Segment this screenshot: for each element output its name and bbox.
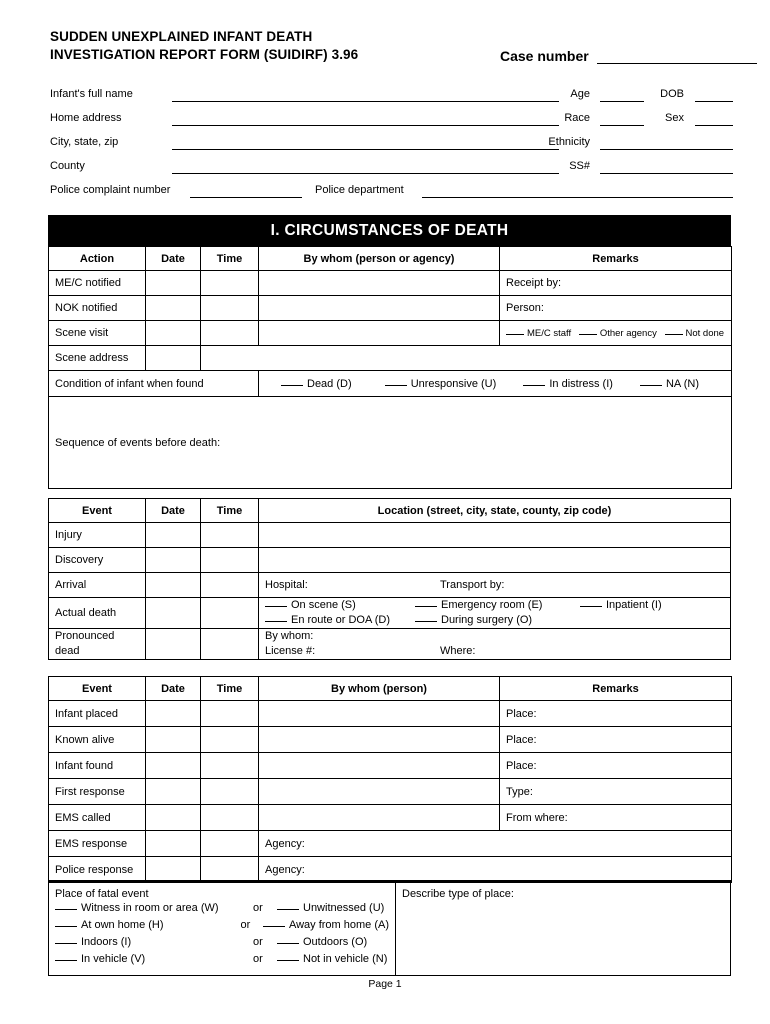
option-label-unresponsive: Unresponsive (U) bbox=[410, 377, 497, 390]
option-during-surgery bbox=[415, 613, 580, 628]
table-row-ems-response bbox=[49, 831, 732, 857]
row-label-actual-death: Actual death bbox=[49, 598, 146, 629]
cell-remarks-place[interactable]: Place: bbox=[500, 727, 732, 753]
option-label-at-own-home: At own home (H) bbox=[81, 919, 164, 931]
checkbox-blank-during-surgery[interactable] bbox=[415, 621, 437, 622]
cell-remarks-from-where[interactable]: From where: bbox=[500, 805, 732, 831]
race-input[interactable] bbox=[600, 125, 644, 126]
county-label: County bbox=[50, 160, 85, 172]
cell-time[interactable] bbox=[201, 779, 259, 805]
cell-time[interactable] bbox=[201, 321, 259, 346]
place-row bbox=[49, 881, 731, 976]
table-row-pronounced-dead bbox=[49, 629, 731, 660]
table-row-actual-death bbox=[49, 598, 731, 629]
row-label-condition-of-infant: Condition of infant when found bbox=[49, 371, 259, 397]
option-in-vehicle bbox=[55, 951, 253, 968]
form-title-line1: SUDDEN UNEXPLAINED INFANT DEATH bbox=[50, 29, 313, 44]
cell-remarks-place[interactable]: Place: bbox=[500, 701, 732, 727]
option-label-emergency-room: Emergency room (E) bbox=[441, 599, 543, 611]
checkbox-blank-na[interactable] bbox=[640, 385, 662, 386]
checkbox-blank-unwitnessed[interactable] bbox=[277, 909, 299, 910]
col-header-by-whom-person: By whom (person) bbox=[259, 677, 500, 701]
row-label-known-alive: Known alive bbox=[49, 727, 146, 753]
cell-date[interactable] bbox=[146, 857, 201, 883]
county-input[interactable] bbox=[172, 173, 559, 174]
row-label-arrival: Arrival bbox=[49, 573, 146, 598]
ssn-input[interactable] bbox=[600, 173, 733, 174]
cell-condition-options bbox=[259, 371, 732, 397]
option-label-witness-in-room: Witness in room or area (W) bbox=[81, 902, 219, 914]
cell-actual-death-options bbox=[259, 598, 731, 629]
or-separator: or bbox=[253, 902, 263, 914]
col-header-time: Time bbox=[201, 677, 259, 701]
table-row-arrival bbox=[49, 573, 731, 598]
row-label-infant-found: Infant found bbox=[49, 753, 146, 779]
case-number-input[interactable] bbox=[597, 49, 757, 64]
place-options-cell bbox=[49, 881, 396, 976]
pronounced-dead-label-line1: Pronounced bbox=[55, 630, 115, 642]
license-number-field[interactable]: License #: bbox=[265, 645, 316, 657]
cell-time[interactable] bbox=[201, 296, 259, 321]
col-header-event: Event bbox=[49, 677, 146, 701]
transport-by-label[interactable]: Transport by: bbox=[440, 579, 505, 591]
actual-death-options-row2 bbox=[265, 613, 730, 628]
option-label-not-done: Not done bbox=[685, 327, 725, 339]
table-header-row bbox=[49, 677, 732, 701]
option-away-from-home bbox=[263, 917, 389, 934]
demographics-block bbox=[50, 86, 733, 206]
sex-label: Sex bbox=[665, 112, 684, 124]
col-header-event: Event bbox=[49, 499, 146, 523]
checkbox-blank-dead[interactable] bbox=[281, 385, 303, 386]
option-on-scene bbox=[265, 598, 415, 613]
form-header bbox=[50, 28, 730, 64]
pronounced-dead-label-line2: dead bbox=[55, 645, 80, 657]
city-state-zip-label: City, state, zip bbox=[50, 136, 119, 148]
cell-scene-visit-options bbox=[500, 321, 732, 346]
table-header-row bbox=[49, 499, 731, 523]
row-label-nok-notified: NOK notified bbox=[49, 296, 146, 321]
checkbox-blank-not-in-vehicle[interactable] bbox=[277, 960, 299, 961]
option-unwitnessed bbox=[277, 900, 384, 917]
police-complaint-label: Police complaint number bbox=[50, 184, 171, 196]
checkbox-blank-on-scene[interactable] bbox=[265, 606, 287, 607]
case-number-group bbox=[500, 48, 757, 64]
describe-type-of-place-field[interactable]: Describe type of place: bbox=[396, 881, 731, 976]
place-option-pair bbox=[55, 917, 389, 934]
option-label-on-scene: On scene (S) bbox=[291, 599, 356, 611]
place-of-fatal-event-block bbox=[48, 880, 731, 976]
option-label-other-agency: Other agency bbox=[599, 327, 657, 339]
checkbox-blank-away-from-home[interactable] bbox=[263, 926, 285, 927]
cell-date[interactable] bbox=[146, 271, 201, 296]
row-label-discovery: Discovery bbox=[49, 548, 146, 573]
table-row bbox=[49, 779, 732, 805]
cell-date[interactable] bbox=[146, 701, 201, 727]
age-input[interactable] bbox=[600, 101, 644, 102]
row-label-first-response: First response bbox=[49, 779, 146, 805]
home-address-input[interactable] bbox=[172, 125, 559, 126]
cell-date[interactable] bbox=[146, 523, 201, 548]
actual-death-options-row1 bbox=[265, 598, 730, 613]
city-state-zip-input[interactable] bbox=[172, 149, 559, 150]
table-row-scene-visit bbox=[49, 321, 732, 346]
where-field[interactable]: Where: bbox=[440, 645, 476, 657]
checkbox-blank-outdoors[interactable] bbox=[277, 943, 299, 944]
cell-time[interactable] bbox=[201, 831, 259, 857]
cell-date[interactable] bbox=[146, 753, 201, 779]
option-label-na: NA (N) bbox=[665, 377, 699, 390]
row-label-ems-response: EMS response bbox=[49, 831, 146, 857]
police-department-label: Police department bbox=[315, 184, 404, 196]
demographics-row bbox=[50, 158, 733, 182]
or-separator: or bbox=[240, 919, 251, 931]
checkbox-blank-emergency-room[interactable] bbox=[415, 606, 437, 607]
case-number-label: Case number bbox=[500, 48, 589, 64]
demographics-row bbox=[50, 86, 733, 110]
col-header-remarks: Remarks bbox=[500, 677, 732, 701]
cell-remarks-person[interactable]: Person: bbox=[500, 296, 732, 321]
cell-remarks-type[interactable]: Type: bbox=[500, 779, 732, 805]
option-witness-in-room bbox=[55, 900, 253, 917]
checkbox-blank-in-distress[interactable] bbox=[523, 385, 545, 386]
cell-time[interactable] bbox=[201, 727, 259, 753]
cell-date[interactable] bbox=[146, 727, 201, 753]
cell-time[interactable] bbox=[201, 548, 259, 573]
ethnicity-label: Ethnicity bbox=[548, 136, 590, 148]
col-header-location: Location (street, city, state, county, zip code) bbox=[259, 499, 731, 523]
cell-date[interactable] bbox=[146, 321, 201, 346]
cell-time[interactable] bbox=[201, 523, 259, 548]
option-label-dead: Dead (D) bbox=[307, 377, 352, 390]
checkbox-blank-witness-in-room[interactable] bbox=[55, 909, 77, 910]
cell-arrival-details bbox=[259, 573, 731, 598]
cell-by-whom[interactable] bbox=[259, 271, 500, 296]
table-header-row bbox=[49, 247, 732, 271]
col-header-time: Time bbox=[201, 499, 259, 523]
dob-label: DOB bbox=[660, 88, 684, 100]
row-label-scene-address: Scene address bbox=[49, 346, 146, 371]
col-header-by-whom: By whom (person or agency) bbox=[259, 247, 500, 271]
checkbox-blank-not-done[interactable] bbox=[665, 334, 683, 335]
place-option-pair bbox=[55, 934, 389, 951]
option-label-en-route-doa: En route or DOA (D) bbox=[291, 614, 391, 626]
row-label-infant-placed: Infant placed bbox=[49, 701, 146, 727]
table-circumstances-actions bbox=[48, 246, 732, 489]
row-label-police-response: Police response bbox=[49, 857, 146, 883]
cell-location[interactable] bbox=[259, 523, 731, 548]
checkbox-blank-other-agency[interactable] bbox=[579, 334, 597, 335]
table-row bbox=[49, 805, 732, 831]
demographics-row bbox=[50, 134, 733, 158]
cell-date[interactable] bbox=[146, 573, 201, 598]
option-label-inpatient: Inpatient (I) bbox=[606, 599, 662, 611]
table-row bbox=[49, 271, 732, 296]
row-label-scene-visit: Scene visit bbox=[49, 321, 146, 346]
place-option-pair bbox=[55, 951, 389, 968]
cell-location[interactable] bbox=[259, 548, 731, 573]
checkbox-blank-unresponsive[interactable] bbox=[385, 385, 407, 386]
option-label-indoors: Indoors (I) bbox=[81, 936, 132, 948]
section-title-circumstances-of-death: I. CIRCUMSTANCES OF DEATH bbox=[48, 215, 731, 246]
cell-date[interactable] bbox=[146, 598, 201, 629]
option-label-outdoors: Outdoors (O) bbox=[303, 936, 368, 948]
cell-time[interactable] bbox=[201, 805, 259, 831]
cell-time[interactable] bbox=[201, 753, 259, 779]
table-events-location bbox=[48, 498, 731, 660]
cell-by-whom[interactable] bbox=[259, 727, 500, 753]
table-row-scene-address bbox=[49, 346, 732, 371]
cell-ems-agency[interactable]: Agency: bbox=[259, 831, 732, 857]
option-en-route-doa bbox=[265, 613, 415, 628]
cell-scene-address-value[interactable] bbox=[201, 346, 732, 371]
cell-police-agency[interactable]: Agency: bbox=[259, 857, 732, 883]
cell-by-whom[interactable] bbox=[259, 753, 500, 779]
checkbox-blank-en-route-doa[interactable] bbox=[265, 621, 287, 622]
option-label-during-surgery: During surgery (O) bbox=[441, 614, 533, 626]
cell-by-whom[interactable] bbox=[259, 779, 500, 805]
cell-date[interactable] bbox=[146, 831, 201, 857]
cell-remarks-receipt-by[interactable]: Receipt by: bbox=[500, 271, 732, 296]
form-title-line2: INVESTIGATION REPORT FORM (SUIDIRF) 3.96 bbox=[50, 47, 359, 62]
col-header-date: Date bbox=[146, 677, 201, 701]
col-header-date: Date bbox=[146, 247, 201, 271]
police-complaint-input[interactable] bbox=[190, 197, 302, 198]
option-at-own-home bbox=[55, 917, 240, 934]
cell-time[interactable] bbox=[201, 271, 259, 296]
cell-by-whom[interactable] bbox=[259, 296, 500, 321]
option-label-not-in-vehicle: Not in vehicle (N) bbox=[303, 953, 388, 965]
checkbox-blank-mec-staff[interactable] bbox=[506, 334, 524, 335]
hospital-label[interactable]: Hospital: bbox=[265, 579, 308, 591]
infant-name-input[interactable] bbox=[172, 101, 559, 102]
cell-date[interactable] bbox=[146, 779, 201, 805]
place-option-pair bbox=[55, 900, 389, 917]
cell-time[interactable] bbox=[201, 573, 259, 598]
table-row-condition bbox=[49, 371, 732, 397]
cell-time[interactable] bbox=[201, 857, 259, 883]
cell-date[interactable] bbox=[146, 805, 201, 831]
ssn-label: SS# bbox=[569, 160, 590, 172]
option-label-away-from-home: Away from home (A) bbox=[288, 919, 389, 931]
license-where-fields bbox=[265, 644, 730, 659]
police-department-input[interactable] bbox=[422, 197, 733, 198]
option-inpatient bbox=[580, 598, 710, 613]
table-row bbox=[49, 701, 732, 727]
cell-time[interactable] bbox=[201, 701, 259, 727]
or-separator: or bbox=[253, 953, 263, 965]
dob-input[interactable] bbox=[695, 101, 733, 102]
cell-date[interactable] bbox=[146, 296, 201, 321]
option-outdoors bbox=[277, 934, 367, 951]
cell-time[interactable] bbox=[201, 598, 259, 629]
table-row bbox=[49, 727, 732, 753]
table-row bbox=[49, 548, 731, 573]
sex-input[interactable] bbox=[695, 125, 733, 126]
infant-name-label: Infant's full name bbox=[50, 88, 133, 100]
cell-time[interactable] bbox=[201, 629, 259, 660]
cell-remarks-place[interactable]: Place: bbox=[500, 753, 732, 779]
table-events-by-whom bbox=[48, 676, 732, 883]
table-row-sequence bbox=[49, 397, 732, 489]
cell-by-whom[interactable] bbox=[259, 701, 500, 727]
checkbox-blank-in-vehicle[interactable] bbox=[55, 960, 77, 961]
option-indoors bbox=[55, 934, 253, 951]
by-whom-field[interactable]: By whom: bbox=[265, 630, 314, 642]
row-label-mec-notified: ME/C notified bbox=[49, 271, 146, 296]
cell-date[interactable] bbox=[146, 548, 201, 573]
option-label-mec-staff: ME/C staff bbox=[527, 327, 572, 339]
cell-pronounced-details bbox=[259, 629, 731, 660]
cell-by-whom[interactable] bbox=[259, 321, 500, 346]
demographics-row bbox=[50, 182, 733, 206]
col-header-action: Action bbox=[49, 247, 146, 271]
checkbox-blank-at-own-home[interactable] bbox=[55, 926, 77, 927]
or-separator: or bbox=[253, 936, 263, 948]
table-row bbox=[49, 523, 731, 548]
option-label-in-vehicle: In vehicle (V) bbox=[81, 953, 146, 965]
option-not-in-vehicle bbox=[277, 951, 387, 968]
page-footer: Page 1 bbox=[368, 978, 402, 990]
row-label-pronounced-dead bbox=[49, 629, 146, 660]
ethnicity-input[interactable] bbox=[600, 149, 733, 150]
arrival-fields bbox=[265, 579, 730, 591]
table-row bbox=[49, 753, 732, 779]
age-label: Age bbox=[570, 88, 590, 100]
cell-date[interactable] bbox=[146, 346, 201, 371]
row-label-ems-called: EMS called bbox=[49, 805, 146, 831]
option-label-in-distress: In distress (I) bbox=[549, 377, 613, 390]
checkbox-blank-indoors[interactable] bbox=[55, 943, 77, 944]
race-label: Race bbox=[564, 112, 590, 124]
demographics-row bbox=[50, 110, 733, 134]
home-address-label: Home address bbox=[50, 112, 122, 124]
cell-by-whom[interactable] bbox=[259, 805, 500, 831]
place-of-fatal-event-title: Place of fatal event bbox=[55, 888, 149, 900]
option-label-unwitnessed: Unwitnessed (U) bbox=[303, 902, 385, 914]
place-option-list bbox=[55, 900, 389, 968]
sequence-of-events-field[interactable]: Sequence of events before death: bbox=[49, 397, 732, 489]
table-row-police-response bbox=[49, 857, 732, 883]
table-row bbox=[49, 296, 732, 321]
col-header-remarks: Remarks bbox=[500, 247, 732, 271]
row-label-injury: Injury bbox=[49, 523, 146, 548]
option-emergency-room bbox=[415, 598, 580, 613]
checkbox-blank-inpatient[interactable] bbox=[580, 606, 602, 607]
cell-date[interactable] bbox=[146, 629, 201, 660]
col-header-date: Date bbox=[146, 499, 201, 523]
col-header-time: Time bbox=[201, 247, 259, 271]
